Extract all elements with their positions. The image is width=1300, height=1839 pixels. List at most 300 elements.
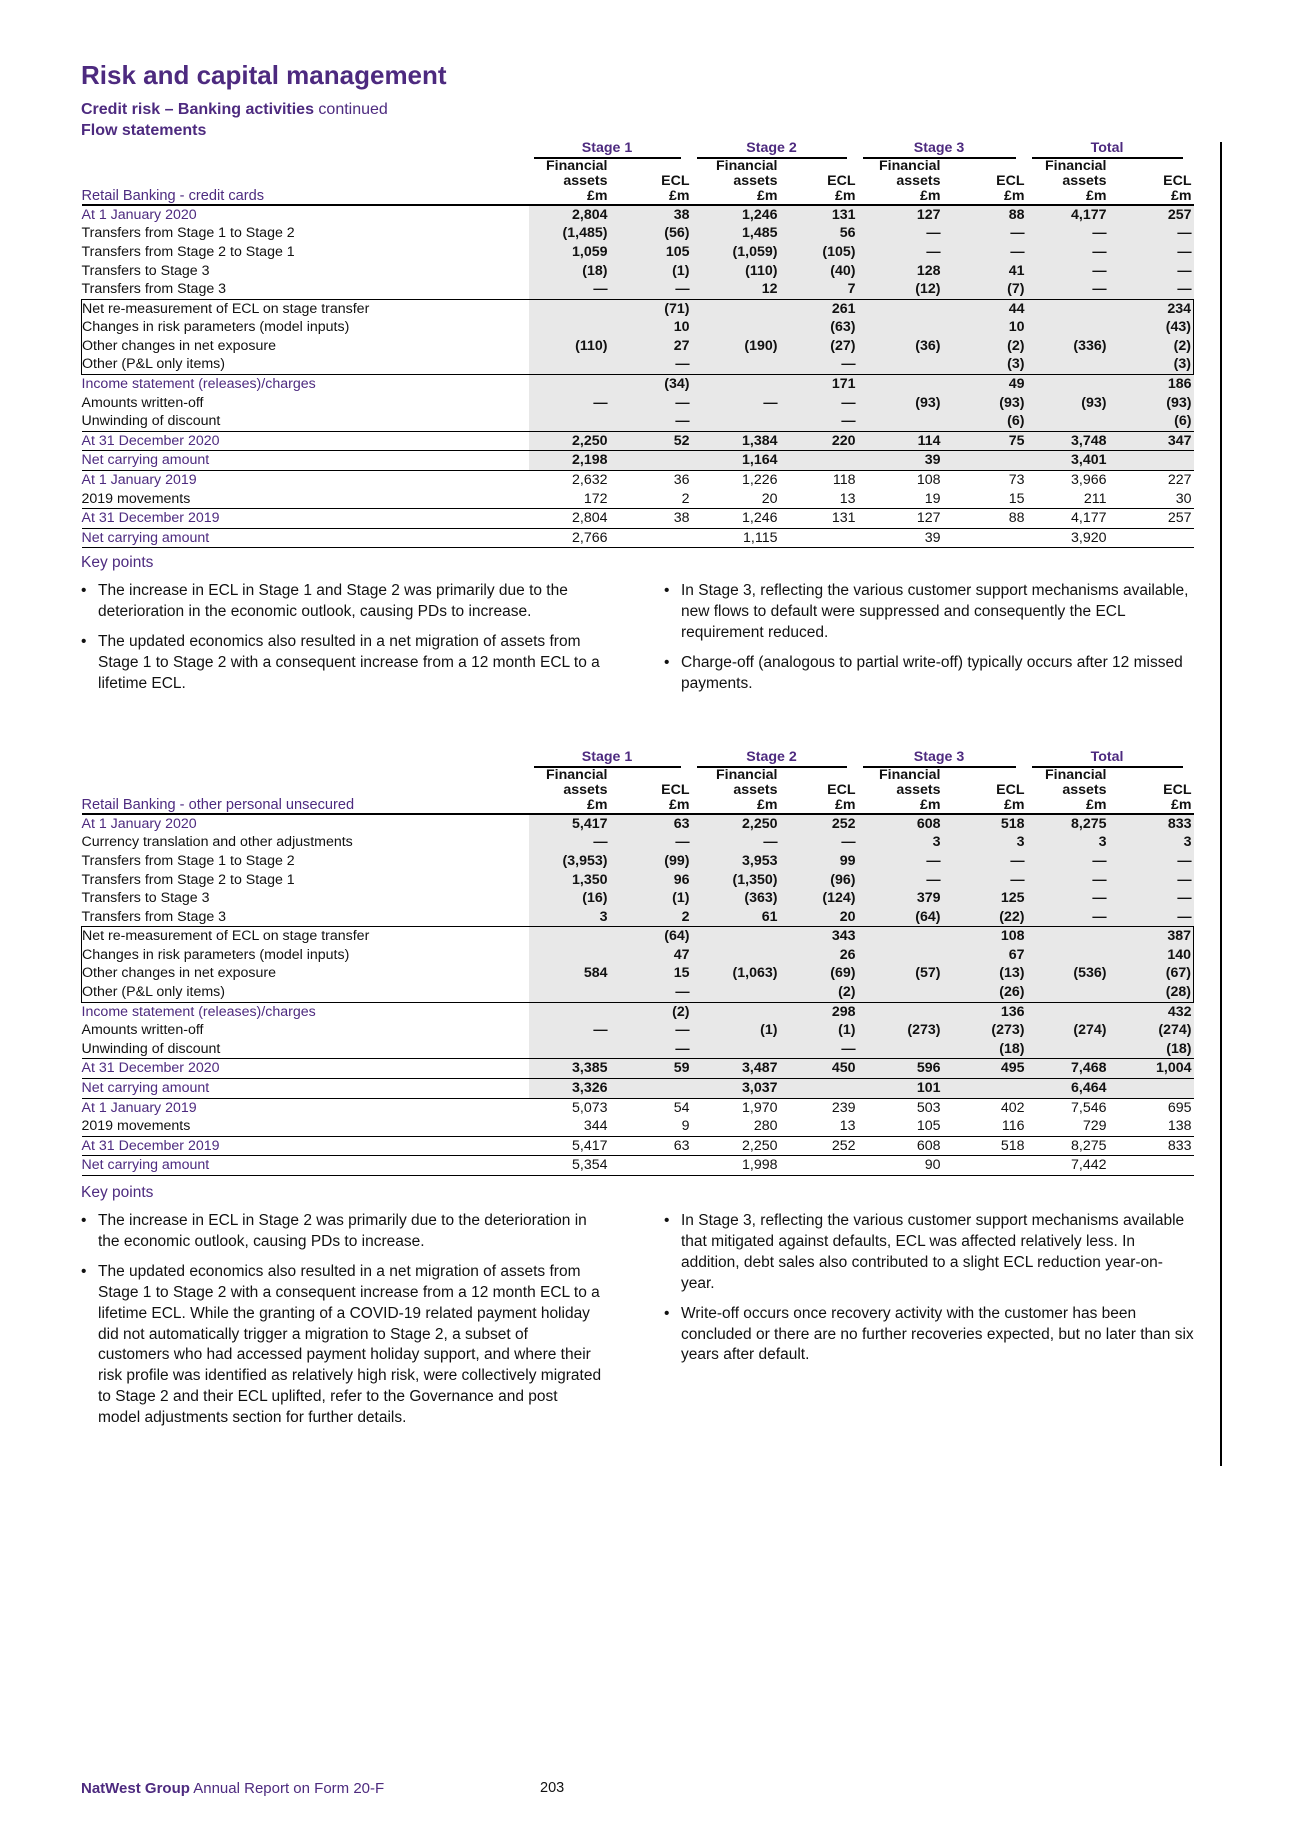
cell-value: —: [529, 280, 610, 299]
cell-value: —: [692, 394, 780, 413]
cell-value: 387: [1109, 927, 1194, 946]
row-label: At 1 January 2019: [81, 472, 197, 489]
page-margin-rule: [1220, 142, 1222, 1466]
table-row: [82, 451, 1194, 471]
cell-value: 1,059: [529, 243, 610, 262]
cell-value: 1,226: [741, 472, 778, 489]
cell-value: 56: [780, 224, 858, 243]
cell-value: 90: [858, 1156, 943, 1176]
cell-value: (110): [529, 337, 610, 356]
cell-value: 105: [610, 243, 692, 262]
cell-value: 503: [916, 1099, 941, 1116]
cell-value: 13: [780, 490, 858, 509]
cell-value: (1): [692, 1021, 780, 1040]
cell-value: [1027, 1002, 1109, 1021]
cell-value: —: [610, 1040, 692, 1059]
column-header-line: assets: [896, 781, 941, 798]
table-row: [82, 1002, 1194, 1021]
cell-value: (18): [529, 262, 610, 281]
cell-value: —: [858, 852, 943, 871]
cell-value: 108: [943, 927, 1027, 946]
cell-value: 5,417: [529, 1136, 610, 1156]
cell-value: (93): [858, 394, 943, 413]
cell-value: —: [943, 224, 1027, 243]
cell-value: (56): [610, 224, 692, 243]
cell-value: (71): [610, 299, 692, 318]
cell-value: (99): [610, 852, 692, 871]
cell-value: [1109, 1156, 1194, 1176]
table-row: [82, 318, 1194, 337]
cell-value: (1,485): [529, 224, 610, 243]
cell-value: [692, 927, 780, 946]
cell-value: 833: [1109, 814, 1194, 834]
cell-value: 432: [1109, 1002, 1194, 1021]
table-row: [82, 1040, 1194, 1059]
table-row: [82, 337, 1194, 356]
column-header-line: ECL: [1163, 781, 1192, 798]
cell-value: —: [1109, 852, 1194, 871]
cell-value: (1): [780, 1021, 858, 1040]
cell-value: —: [610, 1021, 692, 1040]
flow-statements-heading: Flow statements: [81, 122, 207, 139]
table-row: [82, 908, 1194, 927]
row-label: Transfers from Stage 2 to Stage 1: [81, 871, 295, 888]
cell-value: 3,953: [692, 852, 780, 871]
cell-value: 257: [1109, 509, 1194, 529]
key-point-bullet: [81, 1262, 603, 1429]
cell-value: 220: [780, 431, 858, 451]
column-header-line: assets: [1062, 781, 1107, 798]
cell-value: (336): [1027, 337, 1109, 356]
cell-value: (22): [943, 908, 1027, 927]
cell-value: 2: [610, 490, 692, 509]
cell-value: 7,468: [1027, 1059, 1109, 1079]
cell-value: —: [610, 394, 692, 413]
cell-value: 39: [858, 528, 943, 548]
column-header-line: ECL: [1163, 172, 1192, 189]
cell-value: (274): [1027, 1021, 1109, 1040]
cell-value: [858, 318, 943, 337]
cell-value: 2,198: [529, 451, 610, 471]
cell-value: 450: [780, 1059, 858, 1079]
spacer-cell: [82, 140, 529, 159]
table-row: [82, 833, 1194, 852]
cell-value: —: [1109, 871, 1194, 890]
financial-assets-column-header: [692, 768, 780, 814]
cell-value: 3,966: [1070, 472, 1107, 489]
cell-value: 105: [858, 1117, 943, 1136]
cell-value: 75: [943, 431, 1027, 451]
cell-value: 2,250: [692, 1136, 780, 1156]
cell-value: 2,632: [571, 472, 608, 489]
row-label: Other changes in net exposure: [82, 337, 529, 356]
cell-value: 38: [610, 205, 692, 225]
cell-value: [858, 946, 943, 965]
cell-value: (96): [780, 871, 858, 890]
column-header-line: assets: [733, 781, 778, 798]
cell-value: —: [529, 833, 610, 852]
cell-value: [610, 1079, 692, 1099]
cell-value: —: [529, 1021, 610, 1040]
cell-value: 261: [780, 299, 858, 318]
cell-value: (69): [780, 964, 858, 983]
table-row: [82, 528, 1194, 548]
table-row: [82, 852, 1194, 871]
key-point-bullet: [81, 581, 603, 623]
cell-value: 608: [858, 814, 943, 834]
cell-value: —: [1027, 852, 1109, 871]
cell-value: 608: [858, 1136, 943, 1156]
cell-value: 138: [1109, 1117, 1194, 1136]
cell-value: —: [1109, 224, 1194, 243]
footer-report-name: Annual Report on Form 20-F: [189, 1780, 385, 1797]
column-header-line: ECL: [827, 781, 856, 798]
cell-value: 128: [858, 262, 943, 281]
cell-value: 3,920: [1027, 528, 1109, 548]
cell-value: [858, 1002, 943, 1021]
bullet-dot-icon: •: [81, 1212, 87, 1229]
cell-value: 3,037: [692, 1079, 780, 1099]
row-label: At 31 December 2019: [82, 509, 529, 529]
column-header-line: £m: [1085, 796, 1107, 813]
key-point-bullet: [664, 1304, 1196, 1367]
stage-group-cell: [529, 749, 692, 768]
cell-value: 7,442: [1027, 1156, 1109, 1176]
table-row: [82, 355, 1194, 374]
cell-value: 73: [1008, 472, 1025, 489]
cell-value: (105): [780, 243, 858, 262]
key-point-text: Write-off occurs once recovery activity with the customer has been concluded or there are no further recoveries expected, but no later than six years after default.: [681, 1304, 1194, 1364]
cell-value: [858, 412, 943, 431]
row-label: Transfers from Stage 2 to Stage 1: [81, 243, 295, 260]
cell-value: [610, 1156, 692, 1176]
cell-value: 108: [916, 472, 941, 489]
cell-value: 172: [529, 490, 610, 509]
ecl-column-header: [943, 159, 1027, 205]
row-label: Transfers from Stage 3: [82, 280, 529, 299]
cell-value: [610, 528, 692, 548]
cell-value: [692, 355, 780, 374]
column-header-line: £m: [834, 796, 856, 813]
cell-value: (16): [529, 889, 610, 908]
column-header-line: assets: [733, 172, 778, 189]
stage-group-header: Stage 3: [863, 749, 1016, 768]
cell-value: 5,417: [529, 814, 610, 834]
cell-value: 227: [1167, 472, 1192, 489]
cell-value: 4,177: [1027, 205, 1109, 225]
cell-value: 52: [610, 431, 692, 451]
cell-value: [1027, 983, 1109, 1002]
cell-value: [858, 983, 943, 1002]
key-point-text: The increase in ECL in Stage 2 was primarily due to the deterioration in the economic outlook, causing PDs to increase.: [98, 1212, 587, 1250]
cell-value: [1109, 1079, 1194, 1099]
cell-value: 2,804: [529, 509, 610, 529]
cell-value: (273): [943, 1021, 1027, 1040]
ecl-column-header: [943, 768, 1027, 814]
cell-value: (64): [858, 908, 943, 927]
cell-value: [529, 1040, 610, 1059]
key-points-section-2: [81, 1184, 1196, 1438]
cell-value: 211: [1027, 490, 1109, 509]
key-point-text: The updated economics also resulted in a net migration of assets from Stage 1 to Stage 2 with a consequent increase from a 12 month ECL to a lifetime ECL.: [98, 632, 600, 692]
cell-value: 6,464: [1027, 1079, 1109, 1099]
cell-value: [858, 1040, 943, 1059]
cell-value: 518: [943, 814, 1027, 834]
cell-value: (67): [1109, 964, 1194, 983]
row-label: Net re-measurement of ECL on stage transfer: [82, 927, 529, 946]
cell-value: 88: [943, 509, 1027, 529]
table-row: [82, 490, 1194, 509]
cell-value: 26: [780, 946, 858, 965]
cell-value: 125: [943, 889, 1027, 908]
cell-value: [780, 1156, 858, 1176]
cell-value: 1,384: [692, 431, 780, 451]
cell-value: 171: [780, 375, 858, 394]
cell-value: (6): [1109, 412, 1194, 431]
cell-value: 1,004: [1109, 1059, 1194, 1079]
cell-value: (93): [943, 394, 1027, 413]
cell-value: [692, 1002, 780, 1021]
cell-value: (12): [858, 280, 943, 299]
cell-value: (7): [943, 280, 1027, 299]
cell-value: [692, 1040, 780, 1059]
cell-value: [529, 299, 610, 318]
subtitle-continued-text: continued: [313, 101, 388, 118]
cell-value: —: [610, 983, 692, 1002]
cell-value: [1027, 318, 1109, 337]
column-header-line: ECL: [996, 781, 1025, 798]
cell-value: (3): [1109, 355, 1194, 374]
cell-value: (27): [780, 337, 858, 356]
cell-value: 30: [1109, 490, 1194, 509]
cell-value: [529, 318, 610, 337]
column-header-line: assets: [896, 172, 941, 189]
table-row: [82, 280, 1194, 299]
row-label: At 1 January 2020: [81, 815, 197, 832]
cell-value: 1,115: [692, 528, 780, 548]
cell-value: 7,546: [1070, 1099, 1107, 1116]
section-subtitle: [81, 101, 388, 119]
cell-value: [529, 983, 610, 1002]
cell-value: —: [1027, 908, 1109, 927]
cell-value: 19: [858, 490, 943, 509]
table-title: Retail Banking - credit cards: [82, 159, 529, 205]
column-header-line: Financial: [1045, 767, 1107, 783]
stage-group-cell: [858, 140, 1027, 159]
cell-value: —: [943, 243, 1027, 262]
cell-value: 239: [831, 1099, 856, 1116]
bullet-dot-icon: •: [664, 1212, 670, 1229]
cell-value: (536): [1027, 964, 1109, 983]
row-label: 2019 movements: [82, 1117, 529, 1136]
cell-value: —: [1027, 889, 1109, 908]
cell-value: 252: [780, 814, 858, 834]
table-row: [82, 509, 1194, 529]
row-label: At 1 January 2020: [81, 206, 197, 223]
column-header-line: Financial: [879, 767, 941, 783]
column-header-line: £m: [919, 796, 941, 813]
table-row: [82, 412, 1194, 431]
footer-brand: NatWest Group: [81, 1780, 190, 1797]
cell-value: (28): [1109, 983, 1194, 1002]
cell-value: 15: [610, 964, 692, 983]
cell-value: (63): [780, 318, 858, 337]
table-row: [82, 394, 1194, 413]
cell-value: 833: [1109, 1136, 1194, 1156]
cell-value: 596: [858, 1059, 943, 1079]
key-point-bullet: [664, 653, 1196, 695]
column-header-line: ECL: [996, 172, 1025, 189]
cell-value: 1,970: [741, 1099, 778, 1116]
cell-value: —: [1109, 280, 1194, 299]
stage-group-header: Stage 2: [697, 140, 847, 159]
table-stage-header-row: [82, 140, 1194, 159]
stage-group-cell: [692, 749, 858, 768]
cell-value: 344: [529, 1117, 610, 1136]
cell-value: 2,250: [692, 814, 780, 834]
column-header-line: £m: [586, 187, 608, 204]
key-points-column: [81, 581, 603, 704]
stage-group-cell: [1027, 140, 1194, 159]
page-title: Risk and capital management: [81, 60, 447, 90]
flow-table-credit-cards: [81, 140, 1194, 548]
cell-value: 54: [673, 1099, 690, 1116]
cell-value: —: [858, 871, 943, 890]
cell-value: (274): [1109, 1021, 1194, 1040]
cell-value: 3: [529, 908, 610, 927]
cell-value: [692, 412, 780, 431]
cell-value: 402: [1000, 1099, 1025, 1116]
cell-value: 8,275: [1027, 814, 1109, 834]
column-header-line: £m: [668, 187, 690, 204]
column-header-line: £m: [1003, 796, 1025, 813]
row-label: Transfers to Stage 3: [81, 890, 210, 907]
table-row: [82, 299, 1194, 318]
cell-value: 1,164: [692, 451, 780, 471]
financial-assets-column-header: [858, 159, 943, 205]
ecl-column-header: [780, 768, 858, 814]
bullet-dot-icon: •: [81, 1262, 87, 1280]
key-point-bullet: [664, 1211, 1196, 1295]
cell-value: (1,063): [692, 964, 780, 983]
cell-value: 101: [858, 1079, 943, 1099]
cell-value: (57): [858, 964, 943, 983]
cell-value: (273): [858, 1021, 943, 1040]
cell-value: —: [692, 833, 780, 852]
ecl-column-header: [780, 159, 858, 205]
row-label: At 31 December 2020: [82, 431, 529, 451]
cell-value: [529, 355, 610, 374]
cell-value: (2): [610, 1002, 692, 1021]
column-header-line: £m: [668, 796, 690, 813]
cell-value: (36): [858, 337, 943, 356]
table-row: [82, 983, 1194, 1002]
stage-group-cell: [529, 140, 692, 159]
key-point-text: In Stage 3, reflecting the various customer support mechanisms available that mitigated against defaults, ECL was affected relatively less. In addition, debt sales also contributed to a slight ECL reduction year-on-year.: [681, 1212, 1185, 1292]
financial-assets-column-header: [1027, 768, 1109, 814]
table-row: [82, 224, 1194, 243]
cell-value: (1): [610, 262, 692, 281]
table-row: [82, 262, 1194, 281]
cell-value: 3: [1027, 833, 1109, 852]
cell-value: 1,350: [529, 871, 610, 890]
cell-value: 695: [1167, 1099, 1192, 1116]
cell-value: [943, 1156, 1027, 1176]
table-row: [82, 243, 1194, 262]
cell-value: [1027, 946, 1109, 965]
cell-value: 63: [610, 1136, 692, 1156]
cell-value: —: [943, 852, 1027, 871]
cell-value: (93): [1109, 394, 1194, 413]
cell-value: (1,059): [692, 243, 780, 262]
cell-value: —: [780, 833, 858, 852]
cell-value: 5,073: [571, 1099, 608, 1116]
cell-value: [1027, 927, 1109, 946]
cell-value: 7: [780, 280, 858, 299]
column-header-line: £m: [834, 187, 856, 204]
cell-value: (43): [1109, 318, 1194, 337]
cell-value: [1027, 299, 1109, 318]
cell-value: 10: [943, 318, 1027, 337]
cell-value: —: [780, 1040, 858, 1059]
column-header-line: Financial: [879, 158, 941, 174]
cell-value: (2): [780, 983, 858, 1002]
cell-value: 41: [943, 262, 1027, 281]
cell-value: 12: [692, 280, 780, 299]
row-label: Unwinding of discount: [82, 412, 529, 431]
cell-value: 20: [780, 908, 858, 927]
cell-value: 518: [943, 1136, 1027, 1156]
cell-value: —: [1109, 243, 1194, 262]
cell-value: 67: [943, 946, 1027, 965]
cell-value: [1027, 375, 1109, 394]
cell-value: 127: [858, 509, 943, 529]
ecl-column-header: [1109, 768, 1194, 814]
table-row: [82, 375, 1194, 394]
table-row: [82, 1156, 1194, 1176]
ecl-column-header: [610, 768, 692, 814]
row-label: Other (P&L only items): [82, 355, 529, 374]
cell-value: 3: [943, 833, 1027, 852]
key-points-column: [664, 1211, 1196, 1438]
row-label: Net carrying amount: [82, 1156, 529, 1176]
cell-value: —: [780, 394, 858, 413]
column-header-line: £m: [1170, 187, 1192, 204]
cell-value: —: [1109, 908, 1194, 927]
cell-value: 49: [943, 375, 1027, 394]
cell-value: —: [610, 280, 692, 299]
column-header-line: assets: [563, 172, 608, 189]
cell-value: (1): [610, 889, 692, 908]
ecl-column-header: [610, 159, 692, 205]
cell-value: (64): [610, 927, 692, 946]
table-column-header-row: [82, 159, 1194, 205]
financial-assets-column-header: [529, 768, 610, 814]
cell-value: (34): [610, 375, 692, 394]
financial-assets-column-header: [529, 159, 610, 205]
cell-value: [1027, 1040, 1109, 1059]
column-header-line: £m: [1170, 796, 1192, 813]
cell-value: 1,246: [692, 509, 780, 529]
cell-value: —: [1027, 262, 1109, 281]
row-label: At 1 January 2019: [81, 1099, 197, 1116]
cell-value: (1,350): [692, 871, 780, 890]
cell-value: 96: [610, 871, 692, 890]
row-label: At 31 December 2020: [82, 1059, 529, 1079]
table-row: [82, 1136, 1194, 1156]
table-row: [82, 1059, 1194, 1079]
cell-value: —: [610, 412, 692, 431]
